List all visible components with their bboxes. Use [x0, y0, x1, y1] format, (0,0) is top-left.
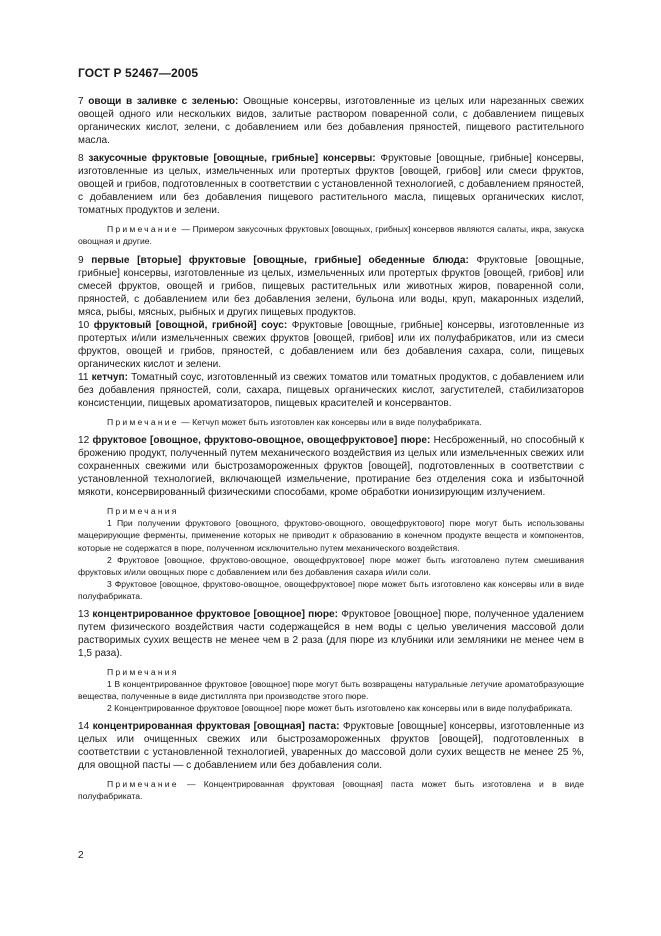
- entry-text: Фруктовые [овощные, грибные] консервы, изготовленные из целых, измельченных или протертых фруктов [овощей, грибов] или смеси фруктов, овощей и грибов, подготовленных в соответствии с установленной технологией, с добавлением пряностей, с добавлением или без добавления пищевого растительного масла, пищевых органических кислот, томатных продуктов и зелени.: [78, 153, 584, 217]
- entry-number: 9: [78, 254, 84, 266]
- entry-number: 14: [78, 721, 90, 733]
- notes-label: [78, 666, 584, 678]
- note-label: Примечание: [107, 224, 179, 235]
- entry-8: [78, 152, 584, 217]
- entry-term: концентрированное фруктовое [овощное] пюре:: [92, 608, 339, 620]
- note-text: — Примером закусочных фруктовых [овощных, грибных] консервов являются салаты, икра, закуска овощная и другие.: [78, 224, 584, 247]
- entry-number: 8: [78, 153, 84, 165]
- document-header: ГОСТ Р 52467—2005: [78, 66, 199, 80]
- entry-note-item: 2 Фруктовое [овощное, фруктово-овощное, овощефруктовое] пюре может быть изготовлено путем смешивания фруктовых и/или овощных пюре с добавлением или без добавления сахара и/или соли.: [78, 554, 584, 577]
- entry-text: Овощные консервы, изготовленные из целых или нарезанных свежих овощей одного или нескольких видов, залитые раствором поваренной соли, с добавлением пищевых органических кислот, зелени, с добавлением или без добавления пряностей, пищевого растительного масла.: [78, 96, 584, 147]
- entry-note-item: 1 При получении фруктового [овощного, фруктово-овощного, овощефруктового] пюре могут быть использованы мацерирующие ферменты, применение которых не приводит к образованию в конечном продукте веществ и компонентов, которые не содержатся в пюре, полученном исключительно путем механического воздействия.: [78, 518, 584, 553]
- entry-term: кетчуп:: [91, 371, 129, 383]
- entry-term: концентрированная фруктовая [овощная] паста:: [92, 721, 340, 733]
- page-number: 2: [78, 850, 84, 861]
- entry-13: [78, 608, 584, 660]
- note-text: — Концентрированная фруктовая [овощная] паста может быть изготовлена и в виде полуфабриката.: [78, 779, 584, 802]
- note-text: — Кетчуп может быть изготовлен как консервы или в виде полуфабриката.: [181, 417, 482, 428]
- entry-note-item: 2 Концентрированное фруктовое [овощное] пюре может быть изготовлено как консервы или в виде полуфабриката.: [107, 703, 573, 714]
- entry-text: Фруктовое [овощное] пюре, полученное удалением путем физического воздействия части содержащейся в нем воды с целью увеличения массовой доли растворимых сухих веществ не менее чем в 2 раза (для пюре из клубники или земляники не менее чем в 1,5 раза).: [78, 608, 584, 659]
- entry-9: [78, 254, 584, 319]
- entry-12: [78, 434, 584, 499]
- entry-term: первые [вторые] фруктовые [овощные, грибные] обеденные блюда:: [91, 254, 469, 266]
- entry-10: [78, 319, 584, 371]
- entry-note: [78, 778, 584, 802]
- entry-note: [78, 416, 584, 428]
- note-label: Примечание: [107, 779, 179, 790]
- entry-number: 11: [78, 371, 89, 383]
- entry-number: 12: [78, 435, 90, 447]
- entry-text: Томатный соус, изготовленный из свежих томатов или томатных продуктов, с добавлением или без добавления пряностей, соли, сахара, пищевых органических кислот, загустителей, стабилизаторов консистенции, пищевых ароматизаторов, пищевых красителей и консервантов.: [78, 371, 585, 410]
- entry-text: Фруктовые [овощные, грибные] консервы, изготовленные из протертых и/или измельченных свежих фруктов [овощей, грибов] или их полуфабрикатов, или из смеси фруктов, овощей и грибов, пряностей, с добавлением или без добавления сахара, соли, пищевых органических кислот и зелени.: [78, 319, 584, 370]
- document-body: [78, 95, 584, 802]
- entry-number: 10: [78, 319, 90, 331]
- entry-note-item: 3 Фруктовое [овощное, фруктово-овощное, овощефруктовое] пюре может быть изготовлено как консервы или в виде полуфабриката.: [78, 578, 584, 601]
- entry-7: [78, 95, 584, 147]
- entry-term: фруктовый [овощной, грибной] соус:: [93, 319, 288, 331]
- entry-11: [78, 371, 584, 410]
- entry-note: [78, 223, 584, 247]
- note-label: Примечание: [107, 417, 179, 428]
- entry-text: Фруктовые [овощные] консервы, изготовленные из целых или очищенных свежих или быстрозамороженных фруктов [овощей], подготовленных в соответствии с установленной технологией, уваренных до массовой доли сухих веществ не менее 25 %, для овощной пасты — с добавлением или без добавления соли.: [78, 721, 585, 772]
- entry-term: закусочные фруктовые [овощные, грибные] консервы:: [88, 153, 376, 165]
- notes-label-text: Примечания: [107, 666, 179, 677]
- entry-term: овощи в заливке с зеленью:: [88, 96, 239, 107]
- entry-term: фруктовое [овощное, фруктово-овощное, овощефруктовое] пюре:: [92, 435, 431, 447]
- entry-number: 13: [78, 608, 90, 620]
- entry-text: Фруктовые [овощные, грибные] консервы, изготовленные из целых, измельченных или протертых фруктов [овощей, грибов] или смесей фруктов, овощей и грибов, пищевых растительных или животных жиров, поваренной соли, пряностей, с добавлением или без добавления зелени, бульона или воды, круп, макаронных изделий, мяса, рыбы, мясных, рыбных и других пищевых продуктов.: [78, 254, 584, 318]
- entry-number: 7: [78, 96, 84, 107]
- entry-text: Несброженный, но способный к брожению продукт, полученный путем механического воздействия из целых или измельченных свежих или сохраненных свежими или быстрозамороженных фруктов [овощей], подготовленных в соответствии с установленной технологией, включающей измельчение, протирание без отделения сока и избыточной мякоти, консервированный физическими способами, кроме обработки ионизирующим излучением.: [78, 435, 584, 499]
- entry-14: [78, 720, 584, 772]
- entry-note-item: 1 В концентрированное фруктовое [овощное] пюре могут быть возвращены натуральные летучие ароматобразующие вещества, полученные в виде дистиллята при производстве этого пюре.: [78, 678, 584, 702]
- notes-label: [78, 505, 584, 517]
- notes-label-text: Примечания: [107, 506, 179, 517]
